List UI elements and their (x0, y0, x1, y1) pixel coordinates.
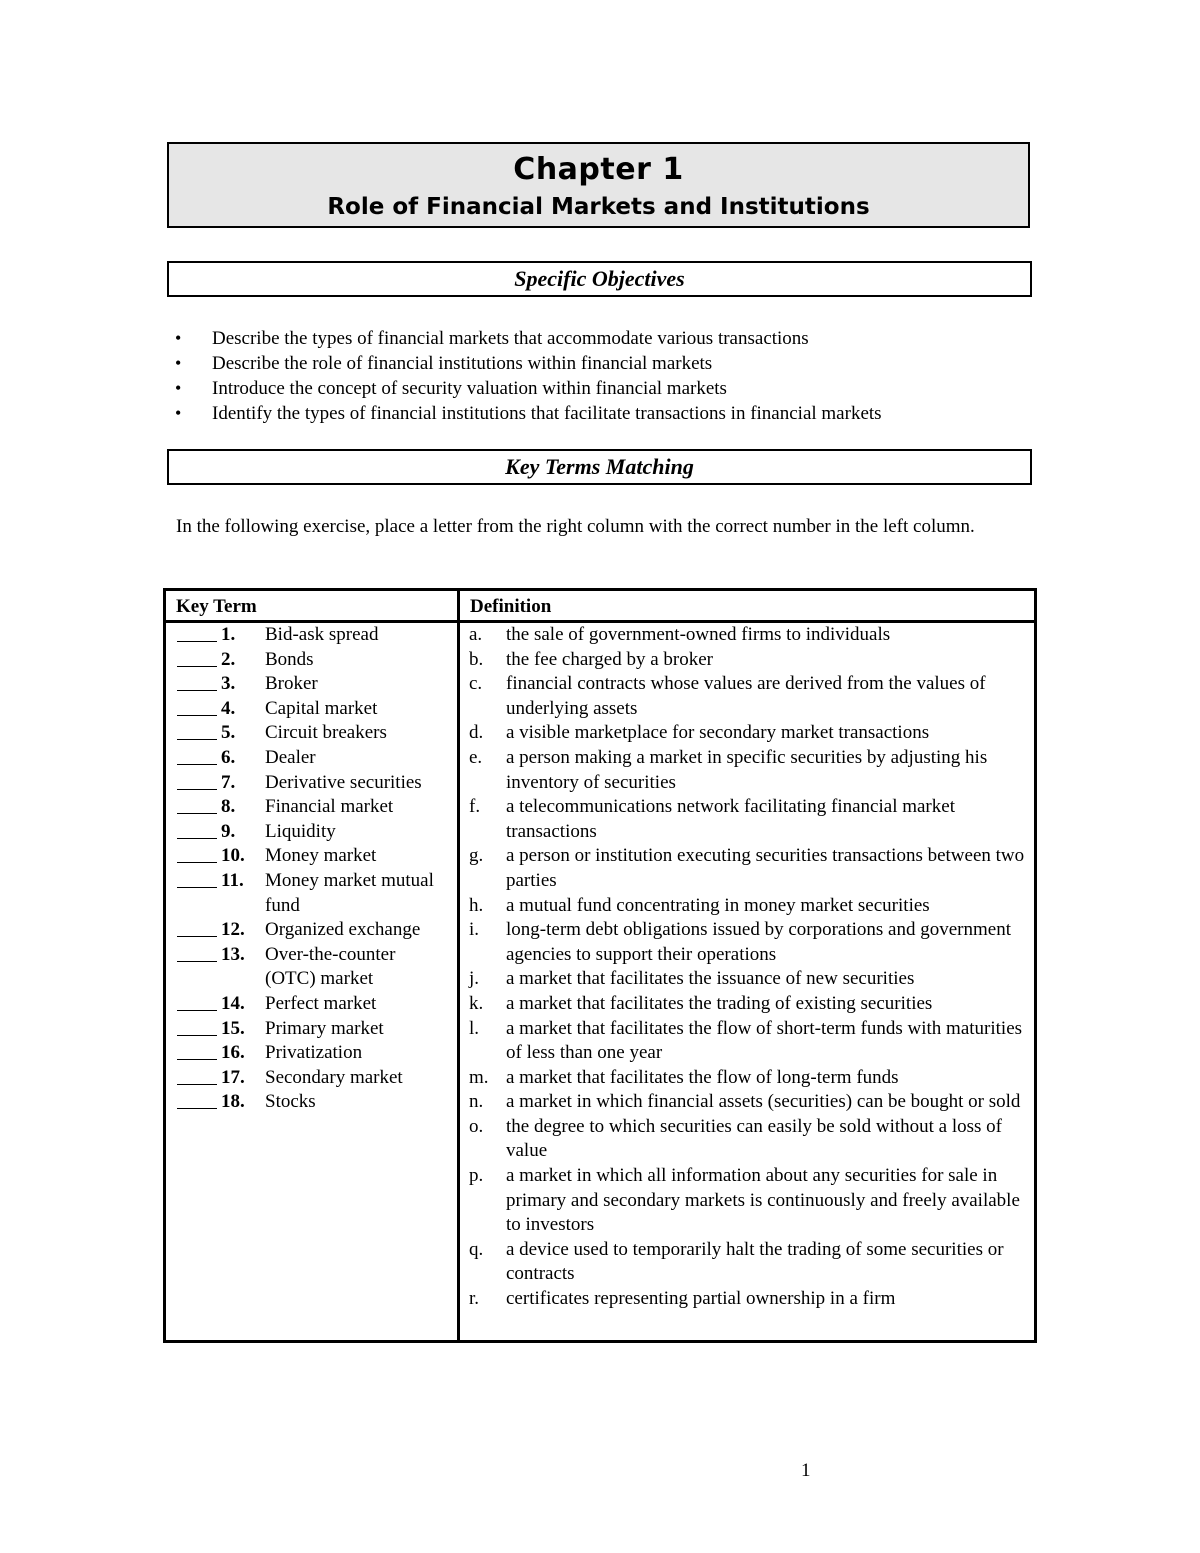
key-term-row (177, 820, 445, 845)
term-label: Stocks (265, 1091, 316, 1113)
answer-blank[interactable] (177, 648, 217, 667)
column-divider (457, 591, 460, 1340)
term-number: 7. (221, 771, 236, 793)
answer-blank[interactable] (177, 869, 217, 888)
page-number: 1 (801, 1460, 811, 1481)
definition-letter: o. (469, 1115, 484, 1137)
definition-text: a market in which financial assets (securities) can be bought or sold (506, 1091, 1021, 1113)
definition-letter: p. (469, 1165, 484, 1187)
objective-item: • Describe the types of financial markets that accommodate various transactions (175, 326, 882, 351)
term-number: 12. (221, 919, 245, 941)
definition-letter: l. (469, 1017, 480, 1039)
term-number: 11. (221, 869, 244, 891)
definition-text: financial contracts whose values are derived from the values of underlying assets (506, 673, 986, 719)
key-term-row (177, 623, 445, 648)
definition-letter: m. (469, 1066, 489, 1088)
definition-letter: j. (469, 968, 480, 990)
chapter-title: Role of Financial Markets and Institutions (327, 194, 870, 220)
term-label: Organized exchange (265, 919, 421, 941)
chapter-title-box (167, 142, 1030, 228)
term-label: Primary market (265, 1017, 384, 1039)
definition-letter: e. (469, 746, 483, 768)
definition-text: a market that facilitates the trading of existing securities (506, 992, 933, 1014)
term-label: Secondary market (265, 1066, 403, 1088)
objective-item: • Identify the types of financial institutions that facilitate transactions in financial markets (175, 401, 882, 426)
definition-letter: i. (469, 919, 480, 941)
term-label: Circuit breakers (265, 722, 387, 744)
answer-blank[interactable] (177, 1090, 217, 1109)
key-term-row (177, 1066, 445, 1091)
definition-text: long-term debt obligations issued by corporations and government agencies to support their operations (506, 919, 1011, 965)
term-label: Dealer (265, 746, 316, 768)
definition-row (469, 1238, 1029, 1287)
answer-blank[interactable] (177, 746, 217, 765)
chapter-number: Chapter 1 (513, 152, 684, 187)
term-number: 17. (221, 1066, 245, 1088)
answer-blank[interactable] (177, 1017, 217, 1036)
term-number: 3. (221, 673, 236, 695)
definition-row (469, 1017, 1029, 1066)
definition-text: a person or institution executing securities transactions between two parties (506, 845, 1025, 891)
answer-blank[interactable] (177, 623, 217, 642)
term-number: 15. (221, 1017, 245, 1039)
term-number: 2. (221, 648, 236, 670)
key-term-row (177, 844, 445, 869)
definition-letter: q. (469, 1238, 484, 1260)
term-label: Financial market (265, 796, 394, 818)
definition-row (469, 1287, 1029, 1312)
answer-blank[interactable] (177, 721, 217, 740)
term-label: Money market (265, 845, 377, 867)
definition-letter: g. (469, 845, 484, 867)
definition-letter: d. (469, 722, 484, 744)
definition-row (469, 721, 1029, 746)
definition-text: certificates representing partial ownership in a firm (506, 1288, 896, 1310)
definition-row (469, 918, 1029, 967)
key-term-row (177, 1017, 445, 1042)
definition-letter: h. (469, 894, 484, 916)
term-label: Bonds (265, 648, 314, 670)
definition-text: a mutual fund concentrating in money market securities (506, 894, 930, 916)
term-label: Bid-ask spread (265, 624, 379, 645)
key-term-row (177, 771, 445, 796)
answer-blank[interactable] (177, 697, 217, 716)
key-term-row (177, 869, 445, 918)
definition-letter: k. (469, 992, 484, 1014)
key-term-row (177, 648, 445, 673)
definition-text: a market that facilitates the flow of long-term funds (506, 1066, 899, 1088)
key-term-row (177, 795, 445, 820)
term-number: 14. (221, 992, 245, 1014)
definition-letter: n. (469, 1091, 484, 1113)
definition-row (469, 746, 1029, 795)
answer-blank[interactable] (177, 943, 217, 962)
definition-row (469, 992, 1029, 1017)
matching-heading: Key Terms Matching (167, 449, 1032, 485)
definition-text: the fee charged by a broker (506, 648, 713, 670)
term-label: Derivative securities (265, 771, 422, 793)
answer-blank[interactable] (177, 820, 217, 839)
definition-text: a market in which all information about any securities for sale in primary and secondary markets is continuously and freely available to investors (506, 1165, 1020, 1236)
answer-blank[interactable] (177, 672, 217, 691)
key-term-row (177, 746, 445, 771)
definition-text: a visible marketplace for secondary market transactions (506, 722, 930, 744)
definition-row (469, 1066, 1029, 1091)
term-label: Over-the-counter (OTC) market (265, 943, 396, 990)
definition-letter: f. (469, 796, 481, 818)
definition-row (469, 967, 1029, 992)
term-number: 16. (221, 1042, 245, 1064)
matching-table (163, 588, 1037, 1343)
term-label: Perfect market (265, 992, 377, 1014)
term-number: 6. (221, 746, 236, 768)
definition-letter: r. (469, 1288, 480, 1310)
definition-letter: c. (469, 673, 483, 695)
definition-text: the sale of government-owned firms to individuals (506, 624, 891, 645)
definition-row (469, 1115, 1029, 1164)
definition-row (469, 894, 1029, 919)
definition-text: a market that facilitates the issuance of new securities (506, 968, 915, 990)
term-number: 1. (221, 624, 236, 645)
definition-row (469, 795, 1029, 844)
definition-row (469, 1164, 1029, 1238)
objective-item: • Introduce the concept of security valuation within financial markets (175, 376, 882, 401)
definition-text: the degree to which securities can easily be sold without a loss of value (506, 1115, 1002, 1162)
answer-blank[interactable] (177, 992, 217, 1011)
objective-item: • Describe the role of financial institutions within financial markets (175, 351, 882, 376)
term-number: 4. (221, 697, 236, 719)
key-term-row (177, 943, 445, 992)
objectives-list (175, 326, 882, 426)
answer-blank[interactable] (177, 795, 217, 814)
term-number: 9. (221, 820, 236, 842)
objectives-heading: Specific Objectives (167, 261, 1032, 297)
definition-text: a person making a market in specific securities by adjusting his inventory of securities (506, 746, 988, 793)
key-term-row (177, 1041, 445, 1066)
term-label: Liquidity (265, 820, 336, 842)
key-term-row (177, 672, 445, 697)
answer-blank[interactable] (177, 771, 217, 790)
definition-letter: b. (469, 648, 484, 670)
term-number: 18. (221, 1091, 245, 1113)
definition-row (469, 672, 1029, 721)
definitions-list (469, 623, 1029, 1312)
answer-blank[interactable] (177, 844, 217, 863)
key-term-row (177, 992, 445, 1017)
key-term-row (177, 697, 445, 722)
term-number: 13. (221, 943, 245, 965)
term-number: 10. (221, 845, 245, 867)
definition-row (469, 844, 1029, 893)
answer-blank[interactable] (177, 1041, 217, 1060)
matching-instructions: In the following exercise, place a letter from the right column with the correct number in the left column. (176, 516, 975, 537)
key-term-row (177, 918, 445, 943)
key-term-row (177, 721, 445, 746)
key-term-column-header: Key Term (176, 596, 257, 617)
answer-blank[interactable] (177, 1066, 217, 1085)
answer-blank[interactable] (177, 918, 217, 937)
term-label: Capital market (265, 697, 378, 719)
definition-row (469, 623, 1029, 648)
term-number: 8. (221, 796, 236, 818)
definition-row (469, 1090, 1029, 1115)
key-terms-list (177, 623, 445, 1115)
definition-text: a market that facilitates the flow of short-term funds with maturities of less than one year (506, 1017, 1023, 1064)
definition-row (469, 648, 1029, 673)
term-label: Privatization (265, 1042, 363, 1064)
definition-text: a device used to temporarily halt the trading of some securities or contracts (506, 1238, 1004, 1285)
definition-text: a telecommunications network facilitating financial market transactions (506, 796, 955, 842)
term-number: 5. (221, 722, 236, 744)
definition-column-header: Definition (470, 596, 552, 617)
term-label: Broker (265, 673, 318, 695)
term-label: Money market mutual fund (265, 869, 434, 916)
key-term-row (177, 1090, 445, 1115)
definition-letter: a. (469, 624, 483, 645)
